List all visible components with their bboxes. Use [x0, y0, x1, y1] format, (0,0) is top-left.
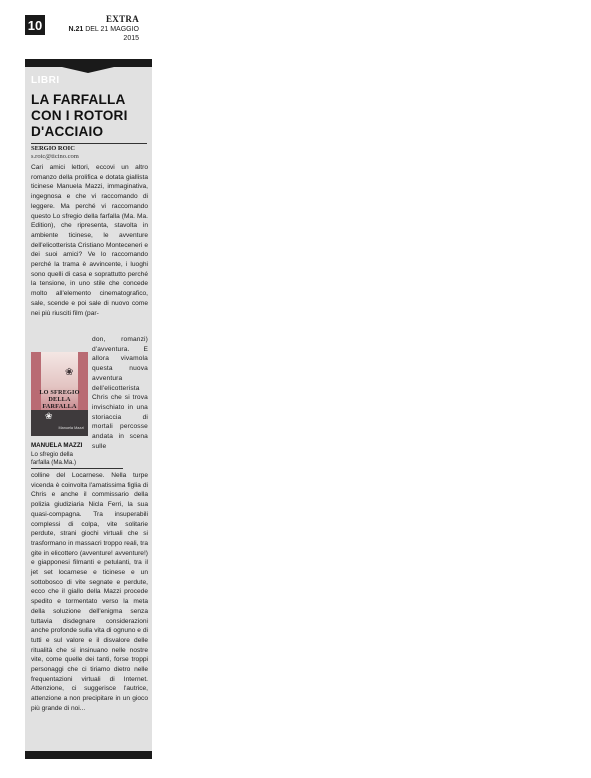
- cover-title-line: DELLA FARFALLA: [42, 396, 77, 410]
- author-name: SERGIO ROIC: [31, 145, 75, 152]
- author-email: s.roic@ticino.com: [31, 153, 79, 160]
- cover-author: Manuela Mazzi: [58, 426, 84, 430]
- butterfly-icon: ❀: [65, 367, 74, 378]
- article-body-side: don, romanzi) d'avventura. E allora vivamola questa nuova avventura dell'elicotterista Chris che si trova invischiato in una storiaccia di mortali percosse andata in scena sulle: [92, 336, 148, 450]
- byline-rule: [31, 143, 147, 144]
- masthead: [51, 14, 139, 43]
- section-label: LIBRI: [31, 75, 60, 86]
- article-body-bottom: colline del Locarnese. Nella turpe vicenda è coinvolta l'amatissima figlia di Chris e anche il commissario della polizia giudiziaria Nicla Ferri, la sua quasi-compagna. Tra insuperabili complessi di colpa, vite solitarie perdute, strani giochi virtuali che si trasformano in massacri troppo reali, tra gite in elicottero (avventure! avventure!) e giapponesi filmanti e petulanti, tra il jet set locarnese e ticinese e un sottobosco di vite segnate e perdute, ecco che il giallo della Mazzi procede spedito e tormentato verso la meta della soluzione dell'enigma senza tuttavia disdegnare considerazioni anche profonde sulla vita di ognuno e di tutti e sul valore e il disvalore delle ritualità che si insinuano nelle nostre vite, come quelle dei tanti, forse troppi personaggi che ci tiriamo dietro nelle frequentazioni virtuali di Internet. Attenzione, ci suggerisce l'autrice, attenzione a non precipitare in un gioco più grande di noi...: [31, 472, 148, 712]
- page-number: 10: [25, 15, 45, 35]
- cover-title-line: LO SFREGIO: [39, 389, 80, 396]
- issue-number: N.21: [68, 26, 84, 33]
- headline-line: CON I ROTORI: [31, 108, 128, 123]
- caption-rule: [31, 468, 123, 469]
- caption-title: Lo sfregio della farfalla (Ma.Ma.): [31, 451, 77, 466]
- butterfly-icon: ❀: [45, 411, 53, 421]
- bottom-bar: [25, 751, 152, 759]
- caption-author: MANUELA MAZZI: [31, 442, 83, 449]
- article-body-top: Cari amici lettori, eccovi un altro romanzo della prolifica e dotata giallista ticinese Manuela Mazzi, immaginativa, ingegnosa e che vi raccomando di leggere. Ma perché vi raccomando questo Lo sfregio della farfalla (Ma. Ma. Edition), che ripresenta, stavolta in ambiente ticinese, le avventure dell'elicotterista Cristiano Monteceneri e dei suoi amici? Ve lo raccomando perché la trama è avvincente, i luoghi sono quelli di casa e soprattutto perché la tensione, in uno stile che concede molto all'elemento cinematografico, sale, scende e poi sale di nuovo come nei più riusciti film (par-: [31, 164, 148, 317]
- issue-date: DEL 21 MAGGIO 2015: [85, 26, 139, 42]
- book-cover-image: [31, 352, 88, 436]
- headline-line: D'ACCIAIO: [31, 124, 104, 139]
- cover-title: [33, 389, 86, 410]
- top-bar: [25, 59, 152, 67]
- article-headline: [31, 92, 149, 140]
- article-column: [25, 59, 152, 759]
- publication-name: EXTRA: [105, 14, 139, 24]
- issue-info: [51, 25, 139, 43]
- top-tab-marker: [62, 67, 114, 73]
- headline-line: LA FARFALLA: [31, 92, 126, 107]
